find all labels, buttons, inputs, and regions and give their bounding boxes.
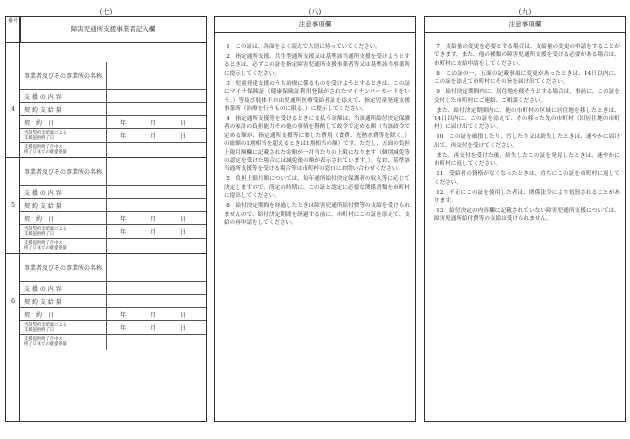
- note-paragraph: また、給付決定期間内に、他の市町村の区域に居住地を移したときは、14日以内に、この証を添えて、その移った先の市町村（旧居住地の市町村）に届け出てください。: [434, 107, 620, 131]
- notes-panel-right: [424, 16, 626, 422]
- date-unit: 月: [150, 229, 157, 236]
- date-unit: 月: [150, 325, 157, 332]
- row-label: 支 援 の 内 容: [24, 93, 62, 101]
- date-unit: 月: [150, 133, 157, 140]
- form-row: [20, 186, 206, 199]
- date-field[interactable]: [120, 225, 186, 238]
- row-label: 支 援 の 内 容: [24, 285, 62, 293]
- row-label: 契 約 支 給 量: [24, 298, 62, 306]
- row-label: 事業者及びその事業所の名称: [24, 169, 103, 176]
- row-label: 支援提供終了月中の 終了日までの既提供量: [24, 241, 67, 251]
- note-paragraph: 11 受給者の資格がなくなったときは、直ちにこの証を市町村に返してください。: [434, 171, 620, 186]
- page-label-8: (八): [308, 8, 322, 16]
- date-unit: 年: [120, 119, 127, 127]
- date-unit: 日: [180, 311, 187, 319]
- date-unit: 年: [120, 215, 127, 223]
- form-row: [20, 116, 206, 129]
- block-number: 5: [11, 202, 15, 209]
- row-label: 支援提供終了月中の 終了日までの既提供量: [24, 145, 67, 155]
- notes-text-right: [434, 43, 620, 225]
- note-paragraph: 8 この証の一、五面の記載事項に変更があったときは、14日以内に、この証を添えて市町村にその旨を届け出てください。: [434, 70, 620, 86]
- form-row: [20, 212, 206, 225]
- note-paragraph: 2 指定通所支援、共生型通所支援又は基準該当通所支援を受けようとするときは、必ずこの証を指定障害児通所支援事業者等又は基準該当事業所に提示してください。: [224, 54, 410, 77]
- form-row: [20, 254, 206, 282]
- date-unit: 年: [120, 311, 127, 319]
- form-row: [20, 308, 206, 321]
- row-label: 契 約 日: [24, 215, 55, 223]
- row-label: 事業者及びその事業所の名称: [24, 265, 103, 272]
- note-paragraph: 5 負担上限月額については、毎年通所給付決定保護者の収入等に応じて決定しますので、所定の時期に、この証と認定に必要な関係書類を市町村に提出してください。: [224, 176, 410, 200]
- note-paragraph: 9 給付決定期間内に、居住地を移そうとする場合は、事前に、この証を交付した市町村にご連絡、ご相談ください。: [434, 89, 620, 104]
- form-row: [20, 295, 206, 308]
- form-row: [20, 239, 206, 254]
- provider-block: [6, 254, 206, 350]
- form-row: [20, 199, 206, 212]
- row-label: 事業者及びその事業所の名称: [24, 73, 103, 80]
- page-label-9: (九): [518, 8, 532, 16]
- date-unit: 月: [150, 215, 157, 223]
- notes-title-right: 注意事項欄: [425, 17, 625, 33]
- date-unit: 年: [120, 325, 127, 332]
- number-column-header: 番号: [7, 18, 18, 24]
- notes-title-left: 注意事項欄: [215, 17, 415, 33]
- date-field[interactable]: [120, 321, 186, 334]
- notes-text-left: [224, 43, 410, 229]
- date-field[interactable]: [120, 212, 186, 224]
- row-label: 当該契約支給量による 支援提供終了日: [24, 227, 67, 237]
- form-row: [20, 62, 206, 90]
- note-paragraph: また、再交付を受けた後、紛失したこの証を発見したときは、速やかに市町村に返してください。: [434, 152, 620, 168]
- form-row: [20, 321, 206, 335]
- provider-block: [6, 62, 206, 158]
- form-row: [20, 282, 206, 295]
- note-paragraph: 10 この証を破損したり、汚したり又は紛失したときは、速やかに届け出て、再交付を受けてください。: [434, 134, 620, 149]
- row-label: 契 約 支 給 量: [24, 106, 62, 114]
- note-paragraph: 6 給付決定期間を経過したときは障害児通所給付費等の支給を受けられませんので、給付決定期間を経過する前に、市町村にこの証を添えて、支給の再申請をしてください。: [224, 203, 410, 227]
- provider-form-panel: [5, 16, 207, 422]
- date-field[interactable]: [120, 308, 186, 320]
- note-paragraph: 4 指定通所支援等を受けるときに支払う金額は、当該通所給付決定保護者の家計の負担能力その他の事情を斟酌して政令で定める額（当該政令で定める額が、指定通所支援等に要した費用（食費、光熱水費等を除く。）の総額の1割相当を超えるときは1割相当の額）です。ただし、五面の負担上限月額欄に記載された金額が一月当たりの上限になります（個別減免等の認定を受けた場合には減免後の額が表示されています。）。なお、基準該当通所支援等を受ける場合等は市町村の窓口にお問い合わせください。: [224, 116, 410, 173]
- note-paragraph: 1 この証は、各面をよく読んで大切に持っていてください。: [226, 44, 381, 50]
- date-unit: 年: [120, 229, 127, 236]
- date-unit: 日: [180, 119, 187, 127]
- block-number: 6: [11, 298, 15, 305]
- date-unit: 日: [180, 325, 187, 332]
- note-paragraph: 3 児童発達支援のうち治療に係るものを受けようとするときは、この証にマイナ保険証（健康保険証利用登録がされたマイナンバーカードをいう。）等及び肢体不自由児通所医療受給者証を添えて、指定児童発達支援事業所（治療を行うものに限る。）に提示してください。: [224, 80, 410, 113]
- row-label: 支援提供終了月中の 終了日までの既提供量: [24, 337, 67, 347]
- date-unit: 年: [120, 133, 127, 140]
- notes-panel-left: [214, 16, 416, 422]
- row-label: 契 約 支 給 量: [24, 202, 62, 210]
- form-row: [20, 335, 206, 350]
- form-row: [20, 103, 206, 116]
- page-label-7: (七): [99, 8, 113, 16]
- provider-block: [6, 158, 206, 254]
- row-label: 当該契約支給量による 支援提供終了日: [24, 323, 67, 333]
- date-unit: 日: [180, 133, 187, 140]
- note-paragraph: 12 不正にこの証を使用した者は、関係法令により処罰されることがあります。: [434, 189, 620, 205]
- date-field[interactable]: [120, 116, 186, 128]
- date-unit: 日: [180, 229, 187, 236]
- note-paragraph: 13 給付決定の内容欄に記載されていない障害児通所支援については、障害児通所給付費等の支給は受けられません。: [434, 208, 620, 223]
- form-title: 障害児通所支援事業者記入欄: [70, 25, 156, 33]
- date-unit: 月: [150, 119, 157, 127]
- date-unit: 日: [180, 215, 187, 223]
- row-label: 支 援 の 内 容: [24, 189, 62, 197]
- form-row: [20, 158, 206, 186]
- form-row: [20, 225, 206, 239]
- note-paragraph: 7 支給量の変更を必要とする場合は、支給量の変更の申請をすることができます。また、他の種類の障害児通所支援を受ける必要がある場合は、市町村に支給申請をしてください。: [434, 44, 620, 67]
- row-label: 契 約 日: [24, 311, 55, 319]
- row-label: 当該契約支給量による 支援提供終了日: [24, 131, 67, 141]
- form-row: [20, 129, 206, 143]
- form-row: [20, 143, 206, 158]
- row-label: 契 約 日: [24, 119, 55, 127]
- form-row: [20, 90, 206, 103]
- date-unit: 月: [150, 311, 157, 319]
- date-field[interactable]: [120, 129, 186, 142]
- block-number: 4: [11, 106, 15, 113]
